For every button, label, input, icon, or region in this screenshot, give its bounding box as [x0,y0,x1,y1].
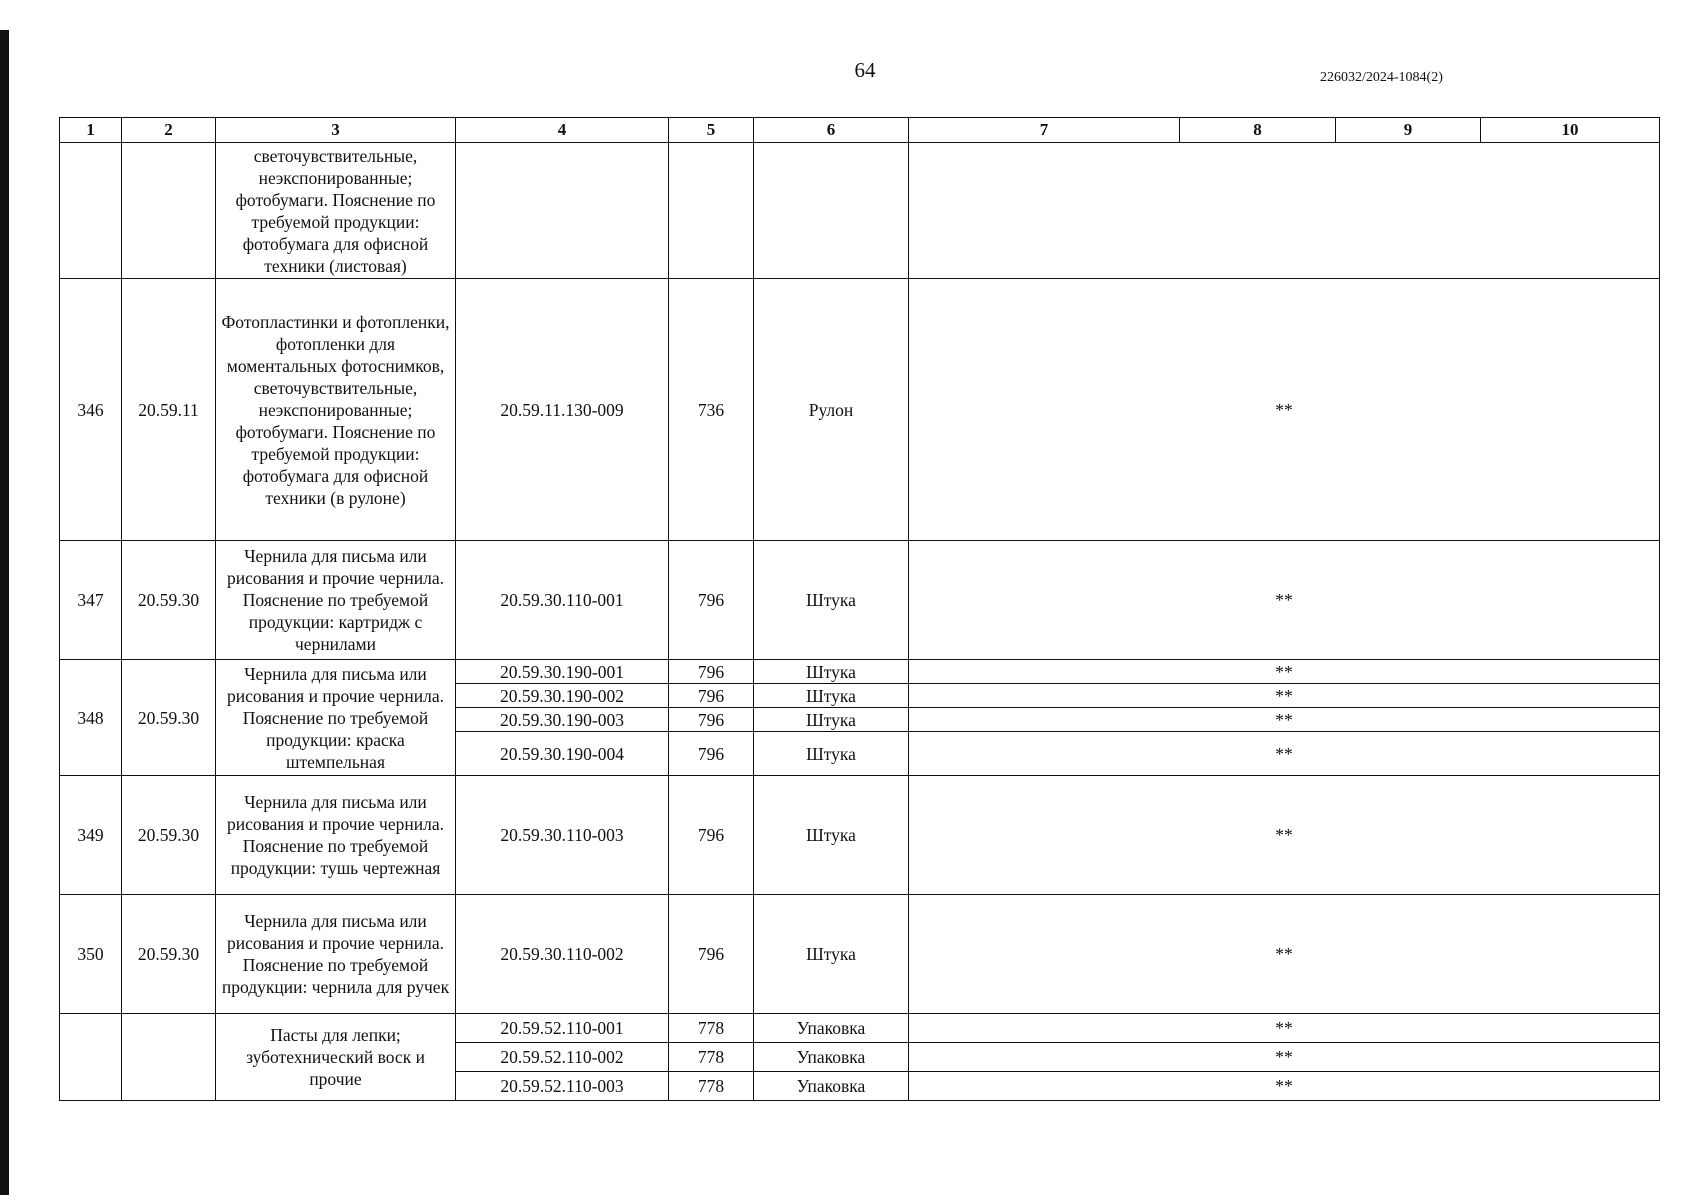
document-code: 226032/2024-1084(2) [1320,70,1443,85]
unit-name: Штука [754,541,909,660]
registry-table [59,117,1660,1101]
header-cell: 9 [1336,118,1481,143]
okpd-code: 20.59.30 [122,541,216,660]
okei-code: 796 [669,684,754,708]
item-description: Фотопластинки и фотопленки, фотопленки для моментальных фотоснимков, светочувствительные, неэкспонированные; фотобумаги. Пояснение по требуемой продукции: фотобумага для офисной техники (в рулоне) [216,279,456,541]
item-description: Пасты для лепки; зуботехнический воск и прочие [216,1014,456,1101]
ktru-code: 20.59.30.110-003 [456,776,669,895]
ktru-code: 20.59.11.130-009 [456,279,669,541]
requirements-mark: ** [909,1014,1660,1043]
ktru-code [456,143,669,279]
header-cell: 1 [60,118,122,143]
row-number: 346 [60,279,122,541]
header-cell: 5 [669,118,754,143]
unit-name: Упаковка [754,1014,909,1043]
requirements-mark: ** [909,895,1660,1014]
row-number [60,1014,122,1101]
ktru-code: 20.59.30.190-003 [456,708,669,732]
okei-code: 778 [669,1014,754,1043]
row-number: 348 [60,660,122,776]
ktru-code: 20.59.52.110-002 [456,1043,669,1072]
table-row [60,895,1660,1014]
unit-name: Рулон [754,279,909,541]
okei-code: 796 [669,895,754,1014]
okpd-code: 20.59.30 [122,660,216,776]
requirements-mark: ** [909,684,1660,708]
requirements-mark: ** [909,541,1660,660]
header-cell: 2 [122,118,216,143]
okei-code [669,143,754,279]
requirements-mark: ** [909,660,1660,684]
unit-name: Штука [754,708,909,732]
okei-code: 796 [669,541,754,660]
ktru-code: 20.59.30.190-004 [456,732,669,776]
okpd-code [122,1014,216,1101]
ktru-code: 20.59.52.110-001 [456,1014,669,1043]
unit-name: Штука [754,684,909,708]
header-row [60,118,1660,143]
ktru-code: 20.59.30.110-002 [456,895,669,1014]
requirements-mark: ** [909,1072,1660,1101]
ktru-code: 20.59.30.110-001 [456,541,669,660]
header-cell: 8 [1180,118,1336,143]
table-row [60,776,1660,895]
row-number: 350 [60,895,122,1014]
okei-code: 796 [669,776,754,895]
header-cell: 4 [456,118,669,143]
row-number: 349 [60,776,122,895]
okpd-code [122,143,216,279]
unit-name: Штука [754,776,909,895]
table-row [60,541,1660,660]
header-cell: 10 [1481,118,1660,143]
okpd-code: 20.59.30 [122,776,216,895]
okei-code: 778 [669,1072,754,1101]
requirements-mark: ** [909,708,1660,732]
table-row [60,660,1660,684]
ktru-code: 20.59.52.110-003 [456,1072,669,1101]
requirements-mark [909,143,1660,279]
ktru-code: 20.59.30.190-002 [456,684,669,708]
okpd-code: 20.59.11 [122,279,216,541]
requirements-mark: ** [909,279,1660,541]
unit-name: Упаковка [754,1072,909,1101]
okei-code: 796 [669,660,754,684]
header-cell: 7 [909,118,1180,143]
okei-code: 736 [669,279,754,541]
binding-edge [0,30,9,1195]
row-number: 347 [60,541,122,660]
unit-name: Штука [754,660,909,684]
item-description: светочувствительные, неэкспонированные; фотобумаги. Пояснение по требуемой продукции: фотобумага для офисной техники (листовая) [216,143,456,279]
unit-name: Штука [754,895,909,1014]
item-description: Чернила для письма или рисования и прочие чернила. Пояснение по требуемой продукции: чернила для ручек [216,895,456,1014]
unit-name: Штука [754,732,909,776]
requirements-mark: ** [909,1043,1660,1072]
table-row [60,279,1660,541]
table-row [60,1014,1660,1043]
okei-code: 796 [669,732,754,776]
page-number: 64 [854,58,876,82]
requirements-mark: ** [909,732,1660,776]
item-description: Чернила для письма или рисования и прочие чернила. Пояснение по требуемой продукции: картридж с чернилами [216,541,456,660]
table-row [60,143,1660,279]
header-cell: 6 [754,118,909,143]
ktru-code: 20.59.30.190-001 [456,660,669,684]
header-cell: 3 [216,118,456,143]
item-description: Чернила для письма или рисования и прочие чернила. Пояснение по требуемой продукции: краска штемпельная [216,660,456,776]
item-description: Чернила для письма или рисования и прочие чернила. Пояснение по требуемой продукции: тушь чертежная [216,776,456,895]
okei-code: 778 [669,1043,754,1072]
row-number [60,143,122,279]
unit-name: Упаковка [754,1043,909,1072]
requirements-mark: ** [909,776,1660,895]
okei-code: 796 [669,708,754,732]
unit-name [754,143,909,279]
okpd-code: 20.59.30 [122,895,216,1014]
